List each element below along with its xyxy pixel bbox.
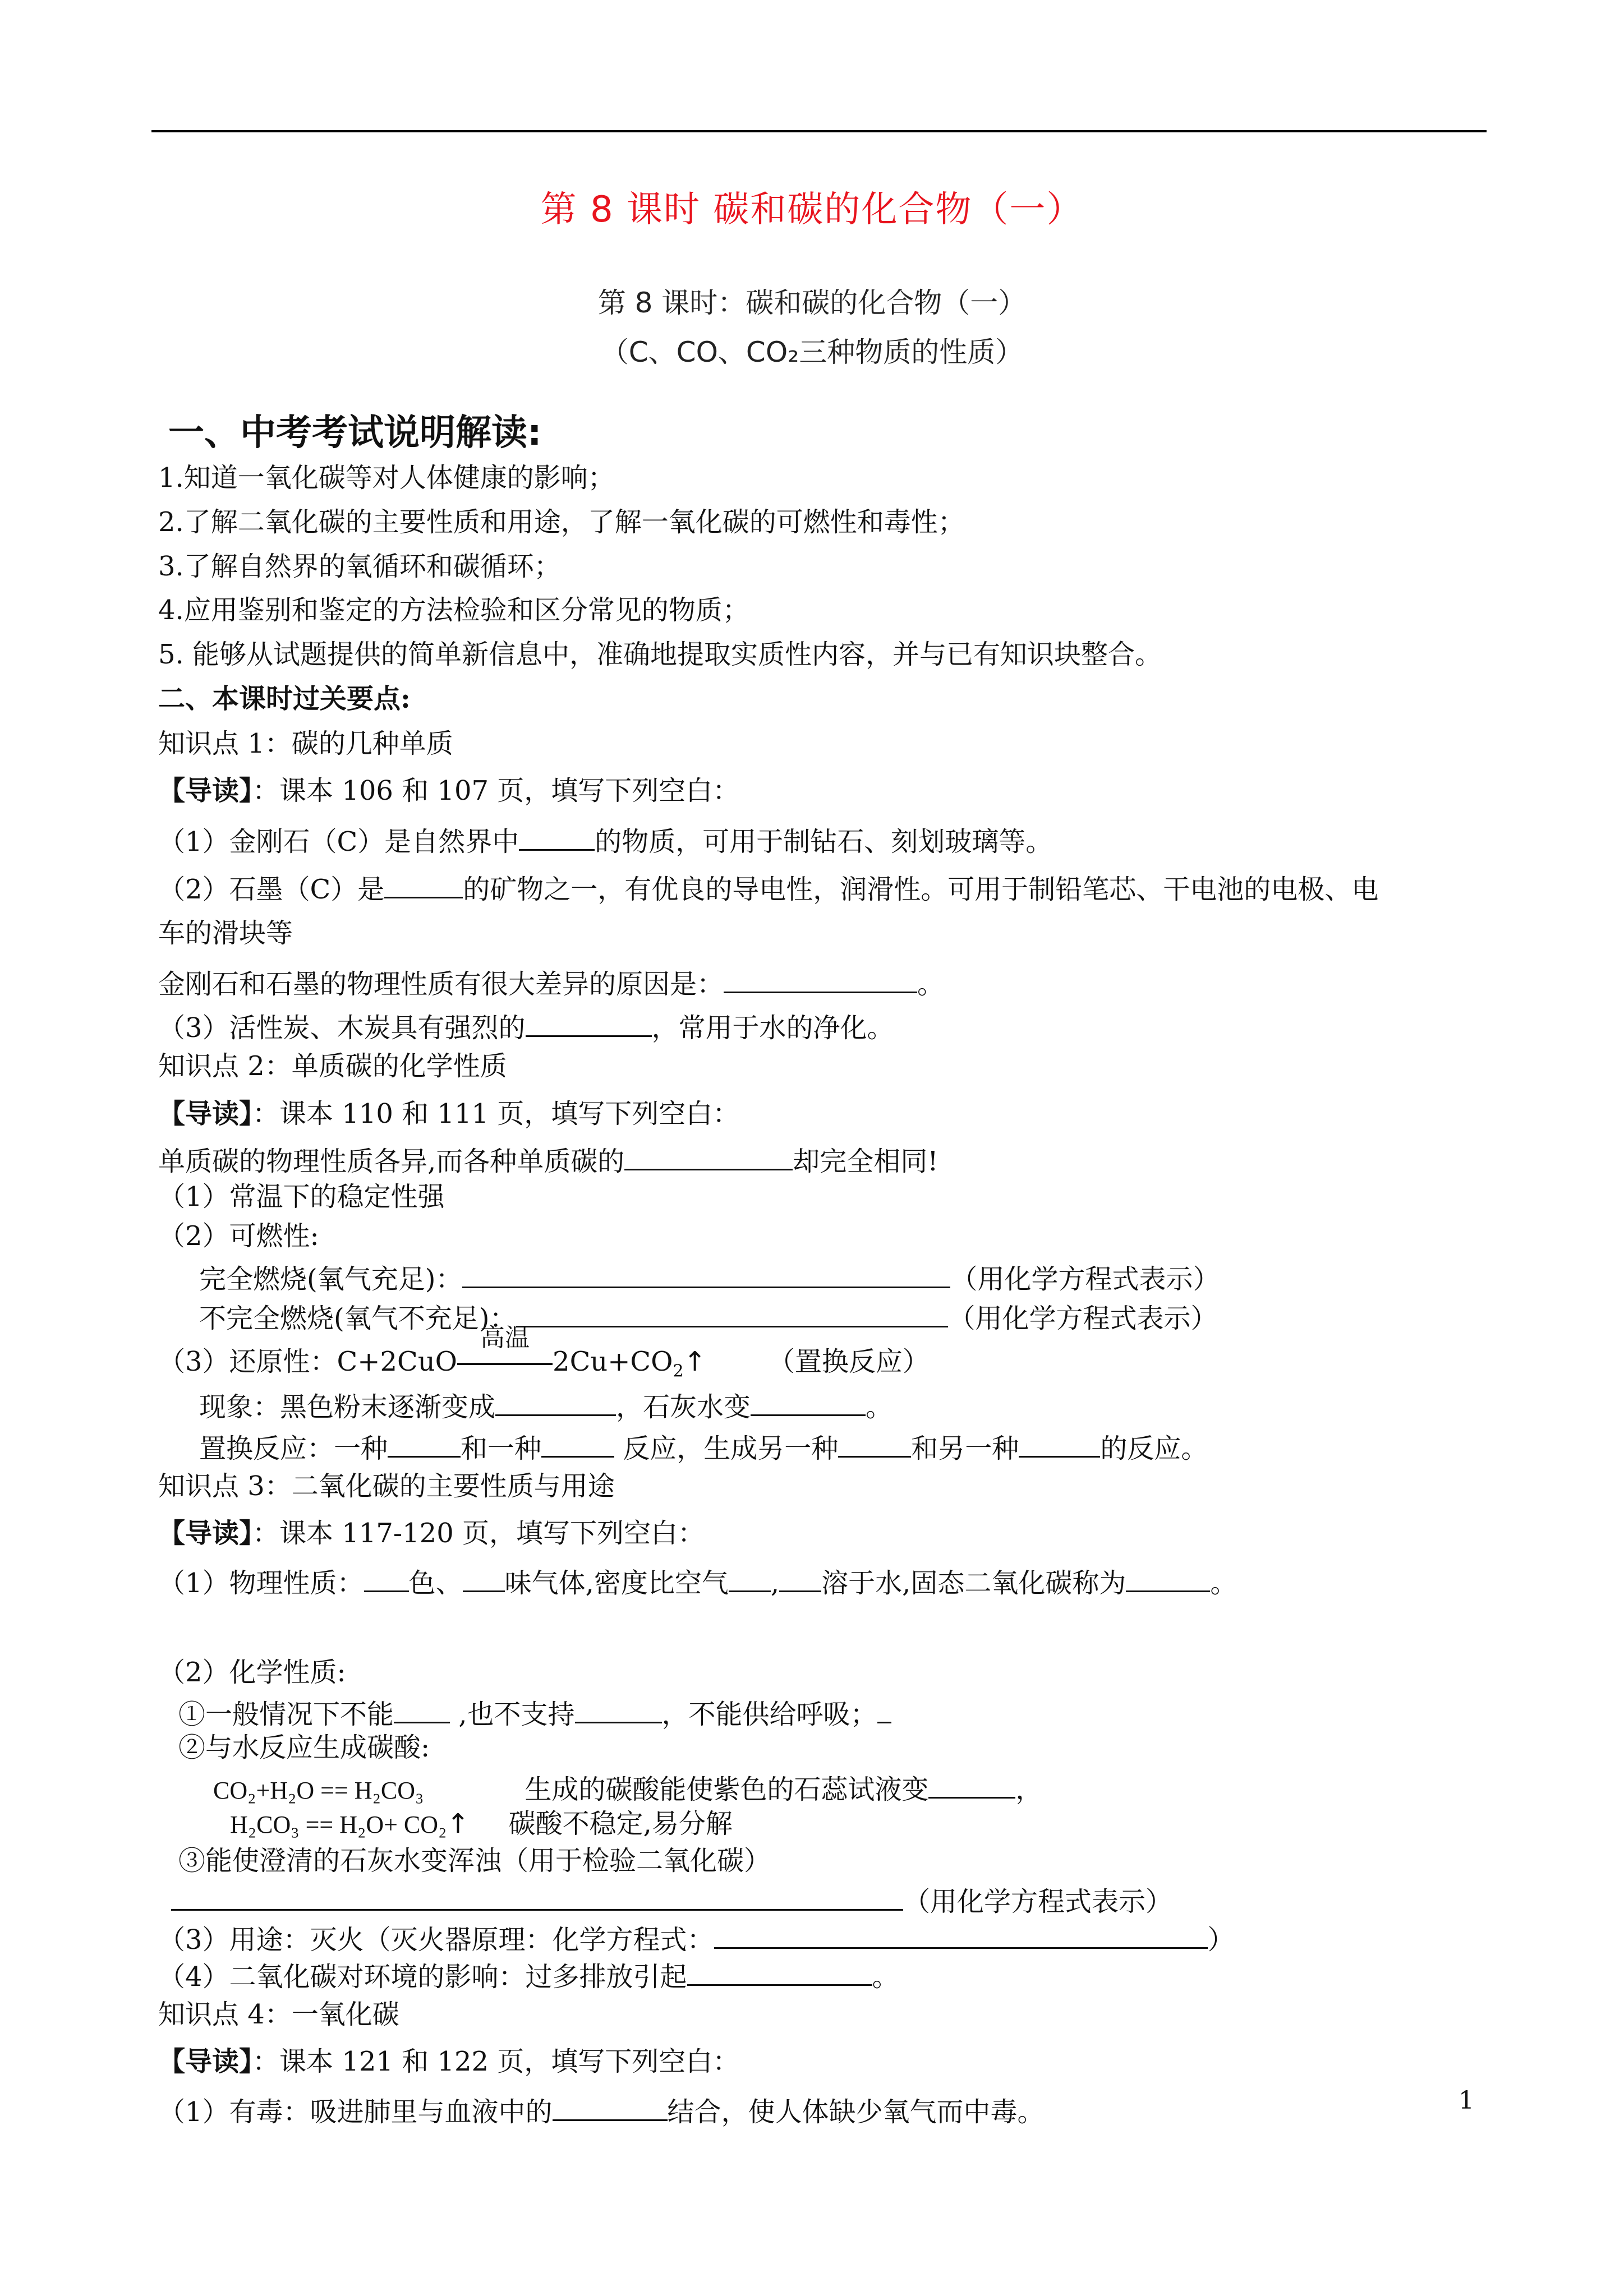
kp2-reduction: （3）还原性：C+2CuO 高温 $2Cu+CO_2↑$ （置换反应） <box>158 1324 930 1381</box>
fill-blank[interactable] <box>729 1566 771 1592</box>
fill-blank[interactable] <box>624 1144 793 1170</box>
text: （用化学方程式表示） <box>903 1886 1173 1917</box>
kp3-limewater-eq <box>171 1884 1172 1915</box>
text: 。 <box>872 1961 899 1993</box>
text: , <box>770 1567 780 1599</box>
fill-blank[interactable] <box>495 1390 616 1416</box>
exam-item-2: 2.了解二氧化碳的主要性质和用途，了解一氧化碳的可燃性和毒性； <box>158 506 965 538</box>
text: 反应，生成另一种 <box>614 1433 839 1464</box>
text: 和一种 <box>461 1433 542 1464</box>
kp1-line-4 <box>158 1011 894 1044</box>
text: （2）石墨（C）是 <box>158 874 385 905</box>
fill-blank[interactable] <box>519 824 595 851</box>
text: ，常用于水的净化。 <box>651 1012 894 1044</box>
text: （3）还原性：C+2CuO <box>158 1346 458 1377</box>
text: 的矿物之一，有优良的导电性，润滑性。可用于制铅笔芯、干电池的电极、电 <box>463 874 1379 905</box>
text: 完全燃烧(氧气充足)： <box>199 1264 463 1295</box>
fill-blank[interactable] <box>516 1301 948 1327</box>
kp1-line-2 <box>158 872 1378 903</box>
guide-label: 【导读】 <box>158 1098 253 1129</box>
kp3-chem-1 <box>178 1697 891 1728</box>
text: ） <box>1207 1924 1235 1956</box>
fill-blank[interactable] <box>541 1431 614 1458</box>
kp1-guide <box>158 777 739 804</box>
fill-blank[interactable] <box>388 1431 461 1458</box>
fill-blank[interactable] <box>384 872 463 898</box>
kp1-line-3 <box>158 967 944 998</box>
reaction-condition <box>457 1324 553 1375</box>
exam-item-5: 5. 能够从试题提供的简单新信息中，准确地提取实质性内容，并与已有知识块整合。 <box>158 639 1162 670</box>
text: ， <box>1015 1774 1043 1805</box>
text: ，石灰水变 <box>616 1391 751 1423</box>
text: （1）物理性质： <box>158 1567 364 1599</box>
equation: CO₂+H₂O == H₂CO₃ <box>213 1777 424 1804</box>
text: 和另一种 <box>911 1433 1019 1464</box>
condition-label: 高温 <box>480 1324 530 1352</box>
fill-blank[interactable] <box>687 1960 872 1986</box>
kp4-guide <box>158 2048 739 2075</box>
section-2-heading: 二、本课时过关要点: <box>158 683 411 714</box>
text: （置换反应） <box>767 1346 930 1377</box>
text: 的反应。 <box>1100 1433 1208 1464</box>
kp2-line-3: （2）可燃性: <box>158 1220 319 1252</box>
kp2-line-1 <box>158 1144 938 1175</box>
kp2-guide <box>158 1100 739 1127</box>
subtitle-1: 第 8 课时：碳和碳的化合物（一） <box>597 287 1027 319</box>
gas-up-arrow-icon: ↑ <box>447 1808 470 1839</box>
kp3-carbonic-form <box>213 1772 1042 1803</box>
guide-label: 【导读】 <box>158 1518 253 1549</box>
guide-text: ：课本 106 和 107 页，填写下列空白： <box>252 775 740 806</box>
text: 结合，使人体缺少氧气而中毒。 <box>667 2096 1045 2128</box>
text: 却完全相同! <box>793 1146 938 1177</box>
fill-blank[interactable] <box>928 1772 1015 1799</box>
text: （1）有毒：吸进肺里与血液中的 <box>158 2096 553 2128</box>
guide-label: 【导读】 <box>158 775 253 806</box>
guide-label: 【导读】 <box>158 2046 253 2077</box>
text: （4）二氧化碳对环境的影响：过多排放引起 <box>158 1961 687 1993</box>
text: （3）活性炭、木炭具有强烈的 <box>158 1012 526 1044</box>
gas-up-arrow-icon: ↑ <box>683 1346 706 1377</box>
kp3-use <box>158 1922 1235 1956</box>
fill-blank[interactable] <box>171 1884 903 1911</box>
equation: H₂CO₃ == H₂O+ CO₂ <box>230 1811 447 1838</box>
fill-blank[interactable] <box>575 1697 662 1723</box>
kp2-title: 知识点 2：单质碳的化学性质 <box>158 1050 507 1082</box>
text: 。 <box>1210 1567 1237 1599</box>
kp2-phenomenon <box>199 1390 892 1421</box>
header-rule <box>151 130 1487 132</box>
kp2-incomplete-combustion <box>199 1301 1217 1332</box>
text: （用化学方程式表示） <box>950 1264 1220 1295</box>
fill-blank[interactable] <box>526 1011 652 1037</box>
guide-text: ：课本 117-120 页，填写下列空白： <box>252 1518 705 1549</box>
exam-item-4: 4.应用鉴别和鉴定的方法检验和区分常见的物质； <box>158 594 749 626</box>
section-1-heading: 一、中考考试说明解读: <box>168 412 542 454</box>
fill-blank[interactable] <box>1126 1566 1210 1592</box>
kp2-line-2: （1）常温下的稳定性强 <box>158 1181 445 1212</box>
fill-blank[interactable] <box>877 1697 891 1723</box>
fill-blank[interactable] <box>838 1431 911 1458</box>
kp3-environment <box>158 1960 899 1993</box>
kp3-guide <box>158 1520 705 1547</box>
text: 味气体,密度比空气 <box>504 1567 729 1599</box>
kp4-line-1 <box>158 2095 1045 2126</box>
text: 溶于水,固态二氧化碳称为 <box>821 1567 1126 1599</box>
fill-blank[interactable] <box>724 967 917 993</box>
text: 的物质，可用于制钻石、刻划玻璃等。 <box>595 826 1053 857</box>
kp3-chemical: （2）化学性质: <box>158 1657 346 1688</box>
fill-blank[interactable] <box>714 1922 1208 1949</box>
text: 碳酸不稳定,易分解 <box>508 1808 733 1839</box>
subtitle-2: （C、CO、CO₂三种物质的性质） <box>600 336 1024 368</box>
exam-item-3: 3.了解自然界的氧循环和碳循环； <box>158 551 561 582</box>
fill-blank[interactable] <box>779 1566 821 1592</box>
text: 生成的碳酸能使紫色的石蕊试液变 <box>525 1774 929 1805</box>
text: 。 <box>917 969 945 1000</box>
exam-item-1: 1.知道一氧化碳等对人体健康的影响； <box>158 462 615 494</box>
text: 2Cu+CO <box>553 1346 673 1377</box>
fill-blank[interactable] <box>1019 1431 1100 1458</box>
text: ①一般情况下不能 <box>178 1699 394 1730</box>
kp1-title: 知识点 1：碳的几种单质 <box>158 728 453 759</box>
kp3-chem-2: ②与水反应生成碳酸: <box>178 1732 430 1763</box>
text: ，不能供给呼吸； <box>661 1699 877 1730</box>
kp1-line-1 <box>158 824 1052 855</box>
fill-blank[interactable] <box>394 1697 450 1723</box>
text: 单质碳的物理性质各异,而各种单质碳的 <box>158 1146 625 1177</box>
text: 不完全燃烧(氧气不充足)： <box>199 1303 517 1334</box>
fill-blank[interactable] <box>751 1390 866 1416</box>
text: 置换反应：一种 <box>199 1433 388 1464</box>
text: （1）金刚石（C）是自然界中 <box>158 826 519 857</box>
text: ,也不支持 <box>450 1699 575 1730</box>
guide-text: ：课本 121 和 122 页，填写下列空白： <box>252 2046 740 2077</box>
fill-blank[interactable] <box>463 1566 505 1592</box>
text: 金刚石和石墨的物理性质有很大差异的原因是： <box>158 969 724 1000</box>
fill-blank[interactable] <box>462 1262 950 1288</box>
text: 。 <box>866 1391 893 1423</box>
text: 色、 <box>408 1567 463 1599</box>
text: （3）用途：灭火（灭火器原理：化学方程式： <box>158 1924 714 1956</box>
text: 现象：黑色粉末逐渐变成 <box>199 1391 496 1423</box>
kp3-chem-3: ③能使澄清的石灰水变浑浊（用于检验二氧化碳） <box>178 1845 771 1877</box>
kp1-line-2-cont: 车的滑块等 <box>158 918 293 949</box>
page-number: 1 <box>1459 2086 1474 2115</box>
kp3-physical <box>158 1566 1237 1597</box>
reaction-bar <box>457 1363 553 1365</box>
guide-text: ：课本 110 和 111 页，填写下列空白： <box>252 1098 740 1129</box>
kp2-displacement <box>199 1431 1208 1462</box>
fill-blank[interactable] <box>553 2095 668 2121</box>
text: （用化学方程式表示） <box>948 1303 1218 1334</box>
page-title: 第 8 课时 碳和碳的化合物（一） <box>540 189 1084 230</box>
kp4-title: 知识点 4：一氧化碳 <box>158 1999 399 2030</box>
kp2-complete-combustion <box>199 1262 1220 1293</box>
kp3-carbonic-decompose <box>230 1810 733 1837</box>
kp3-title: 知识点 3：二氧化碳的主要性质与用途 <box>158 1470 615 1502</box>
fill-blank[interactable] <box>364 1566 409 1592</box>
